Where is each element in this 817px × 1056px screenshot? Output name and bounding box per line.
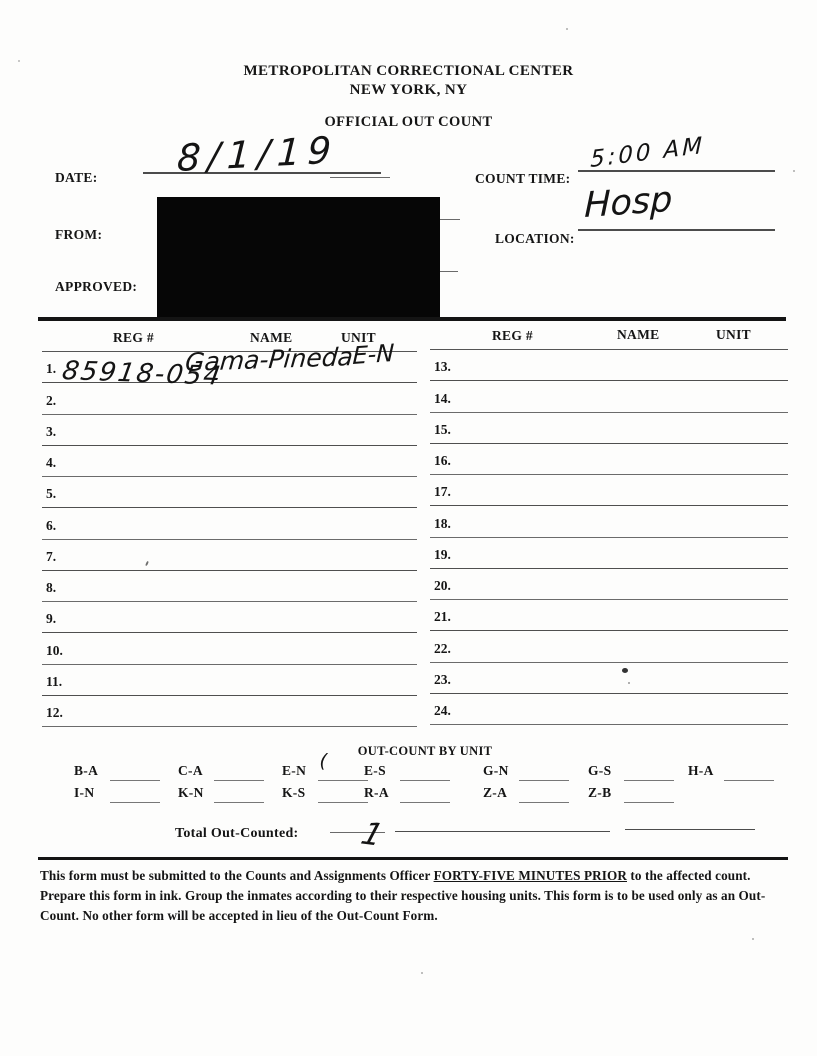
unit-count-blank-line [400,784,450,803]
footer-text-emphasis: FORTY-FIVE MINUTES PRIOR [433,868,627,883]
unit-count-cell-c-a [178,762,264,782]
row-number: 15. [434,421,451,437]
unit-count-blank-line [519,762,569,781]
row-number: 16. [434,453,451,468]
total-line-segment-2 [395,831,610,832]
unit-code-label: I-N [74,785,95,800]
unit-count-cell-z-a [483,784,569,804]
table-row [42,665,417,696]
table-row [430,663,788,694]
approved-label: APPROVED: [55,279,138,294]
table-row [430,350,788,381]
row-number: 5. [46,486,57,502]
unit-count-cell-g-n [483,762,569,782]
table-row [430,631,788,662]
stray-ink-mark [622,668,628,673]
table-row [42,602,417,633]
from-label: FROM: [55,227,103,242]
location-label: LOCATION: [495,231,575,246]
location-field-line [578,229,775,231]
footer-text-part2: to the affected count. Prepare this form in ink. Group the inmates according to their respective housing units. This form is to be used only as an Out-Count. No other form will be accepted in lieu of the Out-Count Form. [40,868,766,923]
row-number: 22. [434,640,451,656]
row-number: 23. [434,671,451,687]
section-divider-bottom [38,857,788,860]
count-time-handwritten-value: 5:00 AM [590,132,706,173]
unit-count-cell-k-s [282,784,368,804]
table-row [42,446,417,477]
unit-code-label: Z-B [588,785,612,800]
footer-instructions [40,866,790,926]
unit-code-label: Z-A [483,785,508,800]
row1-name-handwritten: Gama-Pineda [184,342,355,377]
row1-unit-handwritten: E-N [352,338,395,370]
table-row [42,415,417,446]
total-handwritten-value: 1 [357,816,388,854]
row-number: 9. [46,611,57,627]
scan-speck [566,28,568,30]
facility-name: METROPOLITAN CORRECTIONAL CENTER [243,63,574,79]
form-title: OFFICIAL OUT COUNT [324,114,493,130]
unit-count-blank-line [624,784,674,803]
table-row [430,569,788,600]
unit-code-label: H-A [688,763,714,778]
approved-field-line [438,271,458,272]
unit-count-blank-line [110,762,160,781]
unit-count-cell-g-s [588,762,674,782]
row-number: 14. [434,390,451,406]
row-number: 1. [46,361,57,377]
redaction-box [157,197,440,317]
table-row [430,444,788,475]
table-row [430,600,788,631]
roster-right-column [430,349,788,725]
unit-code-label: K-N [178,785,204,800]
table-row [42,540,417,571]
row-number: 13. [434,359,451,375]
footer-text-part1: This form must be submitted to the Counts and Assignments Officer [40,868,434,883]
facility-city: NEW YORK, NY [349,82,468,98]
table-row [430,538,788,569]
row-number: 12. [46,705,63,720]
total-out-counted-label: Total Out-Counted: [175,826,299,841]
unit-count-blank-line [400,762,450,781]
table-row [42,696,417,727]
left-col-header-unit: UNIT [341,330,376,345]
section-divider-top [38,317,786,321]
unit-count-blank-line [624,762,674,781]
unit-count-blank-line [318,784,368,803]
row-number: 18. [434,515,451,531]
row-number: 8. [46,580,57,595]
out-count-by-unit-title: OUT-COUNT BY UNIT [357,744,493,758]
row-number: 24. [434,703,451,718]
unit-count-cell-r-a [364,784,450,804]
form-header [0,62,817,131]
unit-count-cell-z-b [588,784,674,804]
total-line-segment-3 [625,829,755,830]
row-number: 17. [434,484,451,500]
unit-count-blank-line [519,784,569,803]
row-number: 21. [434,609,451,625]
table-row [42,508,417,539]
row-number: 20. [434,578,451,593]
left-col-header-reg: REG # [113,330,154,345]
scan-speck [752,938,754,940]
scan-speck [628,682,630,684]
unit-count-cell-b-a [74,762,160,782]
unit-count-cell-k-n [178,784,264,804]
table-row [42,633,417,664]
date-field-line-echo [330,177,390,178]
right-col-header-unit: UNIT [716,327,751,342]
unit-count-blank-line [214,784,264,803]
row-number: 7. [46,548,57,564]
table-row [42,383,417,414]
row-number: 3. [46,423,57,439]
scan-speck [421,972,423,974]
unit-code-label: G-S [588,763,612,778]
unit-code-label: C-A [178,763,203,778]
unit-count-cell-i-n [74,784,160,804]
table-row [42,571,417,602]
unit-code-label: B-A [74,763,99,778]
table-row [42,477,417,508]
row-number: 2. [46,392,57,408]
date-label: DATE: [55,170,98,185]
right-col-header-reg: REG # [492,328,533,343]
scan-speck [18,60,20,62]
row-number: 10. [46,642,63,658]
unit-count-cell-e-s [364,762,450,782]
table-row [430,381,788,412]
unit-count-blank-line [724,762,774,781]
unit-code-label: E-N [282,763,307,778]
right-col-header-name: NAME [617,327,660,342]
row-number: 4. [46,455,57,470]
row-number: 6. [46,517,57,533]
location-handwritten-value: Hosp [584,179,673,226]
table-row [430,694,788,725]
scan-speck [793,170,795,172]
unit-code-label: K-S [282,785,306,800]
table-row [430,506,788,537]
roster-left-column [42,351,417,727]
table-row [430,413,788,444]
count-time-label: COUNT TIME: [475,171,571,186]
unit-handwritten-mark: ( [319,750,328,773]
unit-code-label: G-N [483,763,509,778]
unit-count-blank-line [214,762,264,781]
row-number: 11. [46,673,63,689]
row-number: 19. [434,546,451,562]
unit-count-cell-h-a [688,762,774,782]
unit-count-blank-line [110,784,160,803]
unit-code-label: R-A [364,785,389,800]
date-handwritten-value: 8/1/19 [176,128,340,180]
row1-reg-handwritten: 85918-054 [60,356,225,392]
table-row [430,475,788,506]
left-col-header-name: NAME [250,330,293,345]
from-field-line [438,219,460,220]
unit-code-label: E-S [364,763,386,778]
